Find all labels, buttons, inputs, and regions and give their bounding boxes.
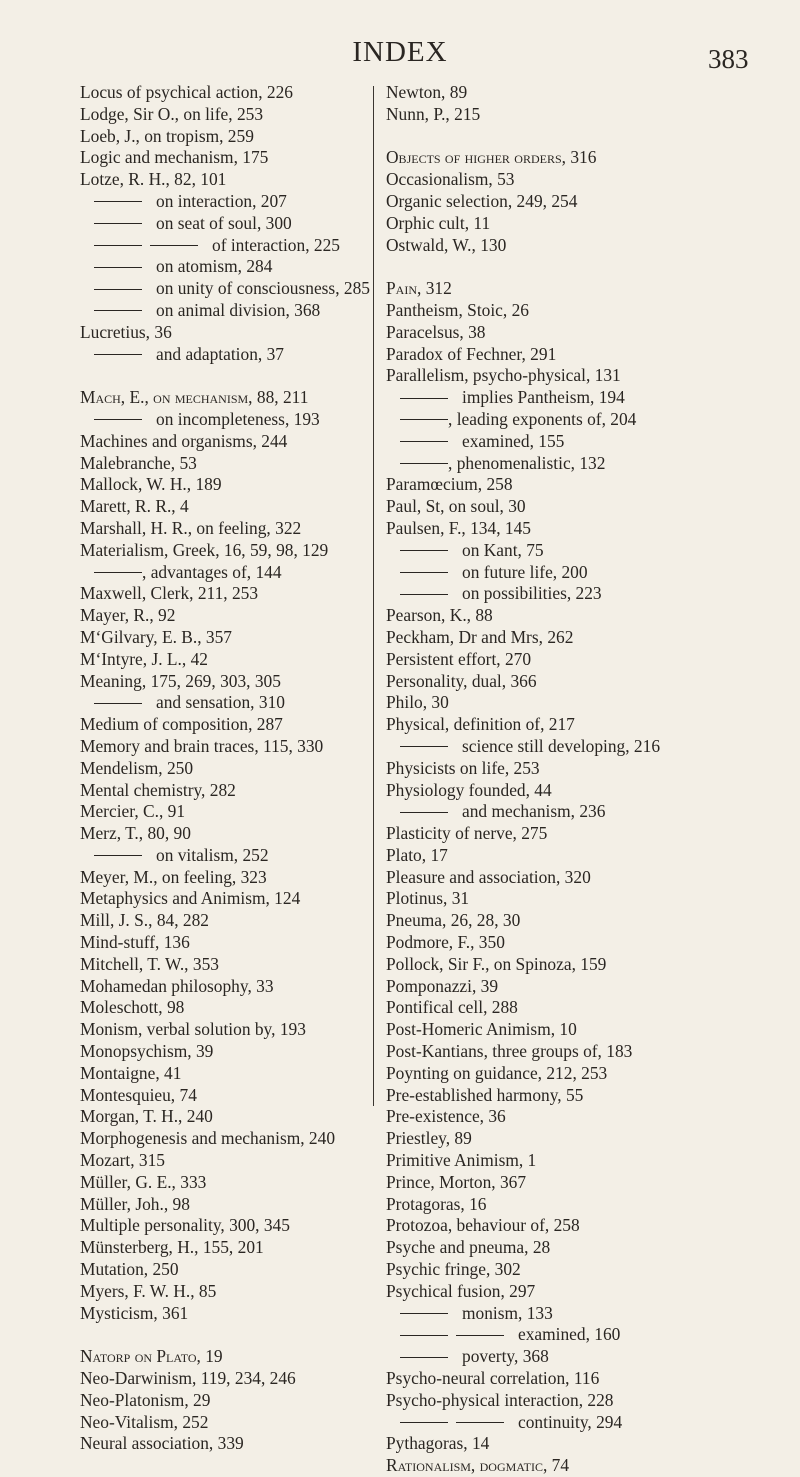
entry-text: Maxwell, Clerk, 211, 253 [80, 583, 259, 604]
repeat-dash [400, 398, 448, 399]
entry-text: Morgan, T. H., 240 [80, 1106, 213, 1127]
index-entry [386, 104, 716, 126]
index-entry [386, 365, 716, 387]
index-entry [80, 82, 370, 104]
index-subentry [386, 1412, 716, 1434]
index-entry [386, 910, 716, 932]
repeat-dash [400, 550, 448, 551]
entry-text: Post-Homeric Animism, 10 [386, 1019, 577, 1040]
index-entry [80, 997, 370, 1019]
index-subentry [80, 213, 370, 235]
entry-text: Natorp on Plato, 19 [80, 1346, 223, 1367]
entry-text: Mayer, R., 92 [80, 605, 176, 626]
index-entry [386, 671, 716, 693]
index-subentry [386, 453, 716, 475]
entry-text: Paramœcium, 258 [386, 474, 513, 495]
entry-text: Medium of composition, 287 [80, 714, 283, 735]
index-entry [386, 1455, 716, 1477]
index-subentry [386, 562, 716, 584]
entry-text: on incompleteness, 193 [156, 408, 320, 429]
entry-text: Montaigne, 41 [80, 1062, 182, 1083]
index-entry [386, 300, 716, 322]
entry-text: Müller, G. E., 333 [80, 1171, 207, 1192]
index-entry [386, 823, 716, 845]
index-entry [386, 82, 716, 104]
entry-text: Paulsen, F., 134, 145 [386, 517, 531, 538]
index-entry [386, 714, 716, 736]
entry-text: Logic and mechanism, 175 [80, 147, 269, 168]
entry-text: Physicists on life, 253 [386, 757, 540, 778]
index-entry [386, 867, 716, 889]
entry-text: implies Pantheism, 194 [462, 387, 625, 408]
page-number: 383 [708, 44, 749, 74]
entry-text: Occasionalism, 53 [386, 169, 515, 190]
entry-text: , advantages of, 144 [142, 561, 282, 582]
entry-text: Organic selection, 249, 254 [386, 190, 578, 211]
entry-text: science still developing, 216 [462, 735, 661, 756]
index-entry [386, 1041, 716, 1063]
index-entry [386, 1433, 716, 1455]
repeat-dash [94, 572, 142, 573]
index-entry [386, 1085, 716, 1107]
entry-text: Pre-established harmony, 55 [386, 1084, 584, 1105]
entry-text: Ostwald, W., 130 [386, 234, 507, 255]
entry-text: Psychical fusion, 297 [386, 1280, 536, 1301]
index-entry [80, 540, 370, 562]
index-entry [80, 1259, 370, 1281]
entry-text: Primitive Animism, 1 [386, 1150, 537, 1171]
repeat-dash [400, 441, 448, 442]
entry-text: Machines and organisms, 244 [80, 430, 288, 451]
index-entry [386, 1172, 716, 1194]
entry-text: examined, 160 [518, 1324, 621, 1345]
entry-text: and adaptation, 37 [156, 343, 284, 364]
index-entry [80, 736, 370, 758]
index-entry [386, 1128, 716, 1150]
entry-text: Neo-Vitalism, 252 [80, 1411, 209, 1432]
entry-text: Meyer, M., on feeling, 323 [80, 866, 267, 887]
entry-text: Newton, 89 [386, 82, 468, 102]
entry-text: Persistent effort, 270 [386, 648, 532, 669]
entry-text: Paradox of Fechner, 291 [386, 343, 557, 364]
index-subentry [80, 409, 370, 431]
index-entry [80, 387, 370, 409]
index-column-right [386, 82, 716, 1477]
index-entry [80, 714, 370, 736]
section-gap [386, 126, 716, 148]
index-entry [80, 1390, 370, 1412]
entry-text: , leading exponents of, 204 [448, 408, 637, 429]
entry-text: Personality, dual, 366 [386, 670, 537, 691]
entry-text: Myers, F. W. H., 85 [80, 1280, 217, 1301]
entry-text: on unity of consciousness, 285 [156, 278, 370, 299]
index-entry [80, 1215, 370, 1237]
index-entry [386, 649, 716, 671]
index-subentry [80, 562, 370, 584]
index-entry [386, 344, 716, 366]
index-entry [386, 496, 716, 518]
entry-text: Monism, verbal solution by, 193 [80, 1019, 306, 1040]
index-subentry [386, 387, 716, 409]
entry-text: Priestley, 89 [386, 1128, 472, 1149]
entry-text: Peckham, Dr and Mrs, 262 [386, 626, 574, 647]
entry-text: Montesquieu, 74 [80, 1084, 197, 1105]
index-entry [386, 954, 716, 976]
entry-text: Mysticism, 361 [80, 1302, 189, 1323]
index-entry [386, 1215, 716, 1237]
index-entry [386, 758, 716, 780]
index-entry [80, 1106, 370, 1128]
repeat-dash [94, 310, 142, 311]
index-entry [386, 213, 716, 235]
index-entry [80, 1194, 370, 1216]
entry-text: Neo-Darwinism, 119, 234, 246 [80, 1368, 296, 1389]
entry-text: on possibilities, 223 [462, 583, 602, 604]
index-entry [386, 278, 716, 300]
index-entry [386, 1150, 716, 1172]
index-entry [386, 1259, 716, 1281]
index-subentry [386, 540, 716, 562]
entry-text: Mozart, 315 [80, 1150, 166, 1171]
index-subentry [386, 1303, 716, 1325]
index-entry [386, 474, 716, 496]
entry-text: on future life, 200 [462, 561, 588, 582]
index-subentry [80, 344, 370, 366]
entry-text: Physical, definition of, 217 [386, 714, 575, 735]
entry-text: Plato, 17 [386, 844, 448, 865]
index-entry [80, 932, 370, 954]
entry-text: Mendelism, 250 [80, 757, 194, 778]
repeat-dash [400, 812, 448, 813]
entry-text: Paracelsus, 38 [386, 321, 486, 342]
entry-text: Loeb, J., on tropism, 259 [80, 125, 254, 146]
index-entry [80, 474, 370, 496]
index-subentry [80, 300, 370, 322]
entry-text: Pain, 312 [386, 278, 452, 299]
entry-text: Pearson, K., 88 [386, 605, 493, 626]
index-subentry [80, 845, 370, 867]
index-entry [80, 823, 370, 845]
index-entry [386, 692, 716, 714]
entry-text: Post-Kantians, three groups of, 183 [386, 1041, 633, 1062]
index-entry [386, 235, 716, 257]
repeat-dash [456, 1422, 504, 1423]
index-entry [80, 496, 370, 518]
column-divider [373, 86, 374, 1106]
entry-text: monism, 133 [462, 1302, 553, 1323]
repeat-dash [94, 289, 142, 290]
index-entry [80, 780, 370, 802]
index-entry [386, 1281, 716, 1303]
repeat-dash [400, 1357, 448, 1358]
index-entry [80, 910, 370, 932]
entry-text: Pre-existence, 36 [386, 1106, 506, 1127]
repeat-dash [94, 245, 142, 246]
section-gap [80, 365, 370, 387]
index-subentry [386, 1346, 716, 1368]
index-entry [386, 932, 716, 954]
repeat-dash [94, 223, 142, 224]
entry-text: Prince, Morton, 367 [386, 1171, 527, 1192]
entry-text: Pantheism, Stoic, 26 [386, 299, 529, 320]
repeat-dash [400, 572, 448, 573]
entry-text: on vitalism, 252 [156, 844, 269, 865]
index-subentry [80, 692, 370, 714]
entry-text: continuity, 294 [518, 1411, 623, 1432]
entry-text: Moleschott, 98 [80, 997, 185, 1018]
index-entry [80, 518, 370, 540]
entry-text: examined, 155 [462, 430, 565, 451]
index-entry [80, 126, 370, 148]
index-subentry [80, 256, 370, 278]
index-entry [80, 1368, 370, 1390]
index-subentry [386, 801, 716, 823]
index-entry [386, 627, 716, 649]
entry-text: Neo-Platonism, 29 [80, 1389, 211, 1410]
entry-text: of interaction, 225 [212, 234, 340, 255]
entry-text: Pneuma, 26, 28, 30 [386, 910, 521, 931]
index-entry [80, 104, 370, 126]
entry-text: Mach, E., on mechanism, 88, 211 [80, 387, 309, 408]
index-entry [80, 583, 370, 605]
index-entry [80, 1085, 370, 1107]
index-entry [80, 1019, 370, 1041]
entry-text: Multiple personality, 300, 345 [80, 1215, 290, 1236]
entry-text: Mental chemistry, 282 [80, 779, 236, 800]
entry-text: Pleasure and association, 320 [386, 866, 591, 887]
entry-text: Psycho-neural correlation, 116 [386, 1368, 600, 1389]
index-entry [386, 888, 716, 910]
index-entry [386, 1019, 716, 1041]
entry-text: Lotze, R. H., 82, 101 [80, 169, 227, 190]
entry-text: Mallock, W. H., 189 [80, 474, 222, 495]
index-subentry [386, 431, 716, 453]
index-subentry [80, 235, 370, 257]
entry-text: Locus of psychical action, 226 [80, 82, 293, 102]
index-entry [80, 801, 370, 823]
entry-text: Mill, J. S., 84, 282 [80, 910, 210, 931]
index-entry [80, 1303, 370, 1325]
index-entry [80, 1433, 370, 1455]
entry-text: Lucretius, 36 [80, 321, 172, 342]
index-entry [80, 758, 370, 780]
repeat-dash [400, 419, 448, 420]
entry-text: Monopsychism, 39 [80, 1041, 214, 1062]
repeat-dash [94, 703, 142, 704]
entry-text: Neural association, 339 [80, 1433, 244, 1454]
entry-text: M‘Gilvary, E. B., 357 [80, 626, 232, 647]
index-subentry [386, 736, 716, 758]
entry-text: on interaction, 207 [156, 190, 287, 211]
entry-text: Mind-stuff, 136 [80, 932, 190, 953]
entry-text: Orphic cult, 11 [386, 212, 491, 233]
index-entry [386, 169, 716, 191]
index-entry [386, 322, 716, 344]
index-entry [80, 671, 370, 693]
entry-text: Protagoras, 16 [386, 1193, 487, 1214]
entry-text: Pontifical cell, 288 [386, 997, 518, 1018]
repeat-dash [400, 1313, 448, 1314]
entry-text: Merz, T., 80, 90 [80, 823, 191, 844]
entry-text: Protozoa, behaviour of, 258 [386, 1215, 580, 1236]
index-entry [80, 1041, 370, 1063]
entry-text: Parallelism, psycho-physical, 131 [386, 365, 621, 386]
repeat-dash [150, 245, 198, 246]
entry-text: Mohamedan philosophy, 33 [80, 975, 274, 996]
repeat-dash [94, 419, 142, 420]
entry-text: Philo, 30 [386, 692, 449, 713]
entry-text: poverty, 368 [462, 1346, 549, 1367]
index-entry [80, 649, 370, 671]
index-entry [386, 1194, 716, 1216]
entry-text: Mercier, C., 91 [80, 801, 186, 822]
entry-text: Materialism, Greek, 16, 59, 98, 129 [80, 539, 329, 560]
entry-text: Mitchell, T. W., 353 [80, 953, 219, 974]
entry-text: Physiology founded, 44 [386, 779, 552, 800]
entry-text: Pomponazzi, 39 [386, 975, 499, 996]
index-subentry [386, 583, 716, 605]
index-entry [386, 147, 716, 169]
index-column-left [80, 82, 370, 1455]
section-gap [80, 1324, 370, 1346]
repeat-dash [94, 354, 142, 355]
entry-text: Pythagoras, 14 [386, 1433, 490, 1454]
index-entry [80, 1281, 370, 1303]
index-entry [386, 191, 716, 213]
entry-text: Pollock, Sir F., on Spinoza, 159 [386, 953, 607, 974]
index-entry [386, 1106, 716, 1128]
index-entry [80, 431, 370, 453]
entry-text: Psychic fringe, 302 [386, 1259, 521, 1280]
entry-text: Memory and brain traces, 115, 330 [80, 735, 324, 756]
entry-text: Malebranche, 53 [80, 452, 197, 473]
index-entry [386, 1237, 716, 1259]
entry-text: Marett, R. R., 4 [80, 496, 189, 517]
index-entry [80, 1346, 370, 1368]
repeat-dash [456, 1335, 504, 1336]
index-entry [386, 518, 716, 540]
index-entry [386, 997, 716, 1019]
entry-text: Marshall, H. R., on feeling, 322 [80, 517, 302, 538]
index-entry [80, 954, 370, 976]
repeat-dash [400, 746, 448, 747]
index-entry [386, 976, 716, 998]
repeat-dash [400, 1422, 448, 1423]
entry-text: Morphogenesis and mechanism, 240 [80, 1128, 336, 1149]
index-entry [386, 1390, 716, 1412]
entry-text: Rationalism, dogmatic, 74 [386, 1455, 570, 1476]
index-subentry [80, 191, 370, 213]
index-entry [386, 1063, 716, 1085]
index-subentry [386, 1324, 716, 1346]
entry-text: on atomism, 284 [156, 256, 273, 277]
index-entry [80, 1412, 370, 1434]
entry-text: Meaning, 175, 269, 303, 305 [80, 670, 281, 691]
index-entry [386, 845, 716, 867]
page-title: INDEX [352, 36, 448, 68]
entry-text: Plotinus, 31 [386, 888, 470, 909]
entry-text: on animal division, 368 [156, 299, 321, 320]
entry-text: Metaphysics and Animism, 124 [80, 888, 301, 909]
index-entry [80, 1150, 370, 1172]
entry-text: Psycho-physical interaction, 228 [386, 1389, 614, 1410]
repeat-dash [94, 855, 142, 856]
repeat-dash [400, 463, 448, 464]
repeat-dash [94, 267, 142, 268]
index-entry [80, 1063, 370, 1085]
index-entry [386, 605, 716, 627]
index-entry [80, 627, 370, 649]
entry-text: Objects of higher orders, 316 [386, 147, 597, 168]
index-entry [80, 976, 370, 998]
index-entry [80, 1172, 370, 1194]
entry-text: on Kant, 75 [462, 539, 544, 560]
index-entry [80, 169, 370, 191]
entry-text: and sensation, 310 [156, 692, 285, 713]
entry-text: Psyche and pneuma, 28 [386, 1237, 551, 1258]
index-entry [386, 1368, 716, 1390]
entry-text: Lodge, Sir O., on life, 253 [80, 103, 264, 124]
entry-text: Podmore, F., 350 [386, 932, 505, 953]
index-entry [80, 888, 370, 910]
repeat-dash [94, 201, 142, 202]
entry-text: Münsterberg, H., 155, 201 [80, 1237, 264, 1258]
entry-text: Mutation, 250 [80, 1259, 179, 1280]
repeat-dash [400, 594, 448, 595]
entry-text: and mechanism, 236 [462, 801, 606, 822]
entry-text: M‘Intyre, J. L., 42 [80, 648, 208, 669]
entry-text: Nunn, P., 215 [386, 103, 481, 124]
index-entry [386, 780, 716, 802]
entry-text: Paul, St, on soul, 30 [386, 496, 526, 517]
index-entry [80, 147, 370, 169]
index-entry [80, 322, 370, 344]
index-subentry [386, 409, 716, 431]
index-entry [80, 1128, 370, 1150]
index-entry [80, 605, 370, 627]
entry-text: on seat of soul, 300 [156, 212, 292, 233]
entry-text: Plasticity of nerve, 275 [386, 823, 548, 844]
section-gap [386, 256, 716, 278]
index-entry [80, 453, 370, 475]
index-entry [80, 1237, 370, 1259]
repeat-dash [400, 1335, 448, 1336]
entry-text: Müller, Joh., 98 [80, 1193, 190, 1214]
index-subentry [80, 278, 370, 300]
entry-text: Poynting on guidance, 212, 253 [386, 1062, 608, 1083]
entry-text: , phenomenalistic, 132 [448, 452, 606, 473]
index-entry [80, 867, 370, 889]
